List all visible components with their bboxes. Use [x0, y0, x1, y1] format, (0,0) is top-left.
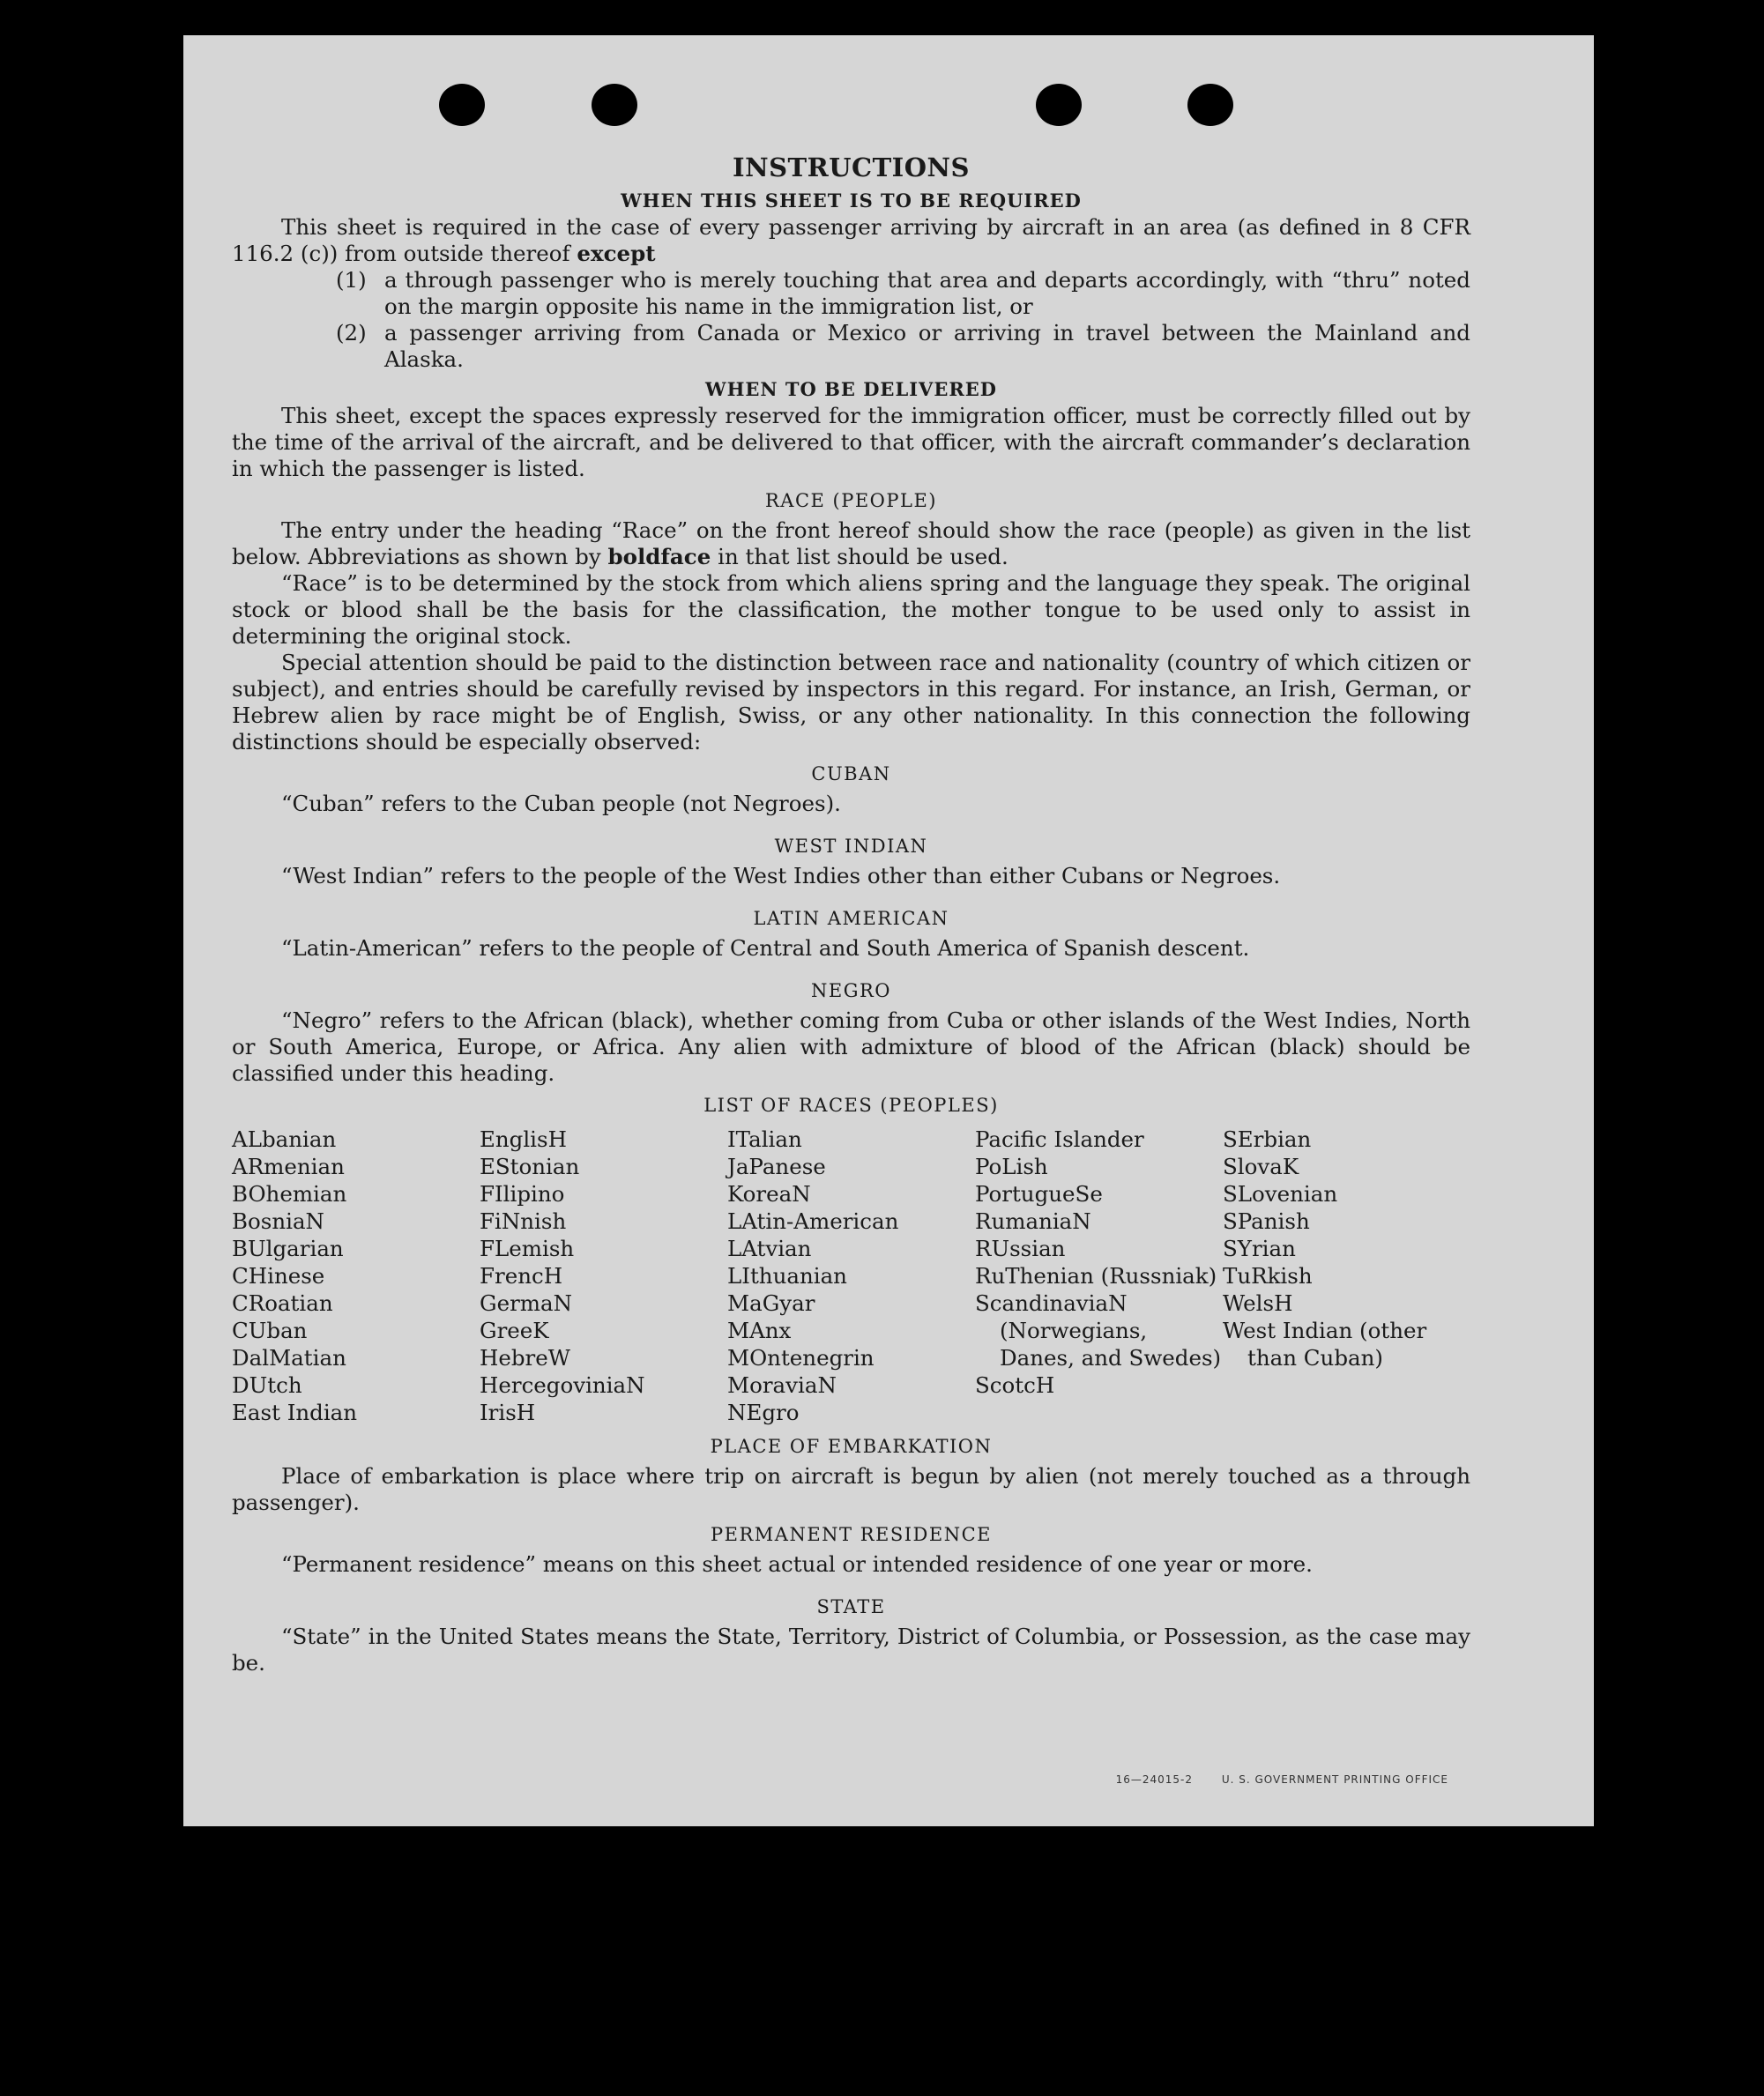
race-item: WelsH: [1223, 1290, 1293, 1316]
instructions-content: [232, 154, 1470, 1676]
race-item: MOntenegrin: [727, 1345, 875, 1371]
section-heading-state: STATE: [816, 1596, 886, 1617]
section-heading-residence: PERMANENT RESIDENCE: [711, 1524, 992, 1545]
race-item: GermaN: [480, 1290, 573, 1316]
race-item: ITalian: [727, 1126, 802, 1152]
section-heading-negro: NEGRO: [810, 980, 891, 1001]
section-heading-west-indian: WEST INDIAN: [774, 836, 928, 857]
race-item: East Indian: [232, 1400, 358, 1425]
race-item: HebreW: [480, 1345, 570, 1371]
race-item: SYrian: [1223, 1236, 1296, 1261]
race-item: ALbanian: [232, 1126, 337, 1152]
race-item: SErbian: [1223, 1126, 1312, 1152]
section-heading-latin-american: LATIN AMERICAN: [753, 908, 949, 929]
document-page: [183, 35, 1594, 1826]
race-item: West Indian (other than Cuban): [1223, 1318, 1427, 1371]
race-item: FLemish: [480, 1236, 575, 1261]
races-column: [975, 1126, 1223, 1426]
race-item: GreeK: [480, 1318, 549, 1343]
race-item: EStonian: [480, 1154, 580, 1179]
race-item: PoLish: [975, 1154, 1048, 1179]
race-item: CRoatian: [232, 1290, 333, 1316]
race-item: FrencH: [480, 1263, 563, 1289]
required-intro: This sheet is required in the case of every passenger arriving by aircraft in an area (as defined in 8 CFR 116.2 (c)) from outside thereof except: [232, 214, 1470, 266]
state-text: “State” in the United States means the State, Territory, District of Columbia, or Possession, as the case may be.: [232, 1624, 1470, 1676]
section-heading-delivered: WHEN TO BE DELIVERED: [704, 378, 997, 400]
race-item: BosniaN: [232, 1208, 324, 1234]
race-item: MAnx: [727, 1318, 792, 1343]
race-item: KoreaN: [727, 1181, 811, 1207]
delivered-text: This sheet, except the spaces expressly reserved for the immigration officer, must be correctly filled out by the time of the arrival of the aircraft, and be delivered to that officer, with the aircraft commander’s declaration in which the passenger is listed.: [232, 403, 1470, 481]
west-indian-text: “West Indian” refers to the people of the West Indies other than either Cubans or Negroes.: [281, 863, 1281, 888]
section-heading-required: WHEN THIS SHEET IS TO BE REQUIRED: [621, 190, 1082, 212]
race-item: ScotcH: [975, 1372, 1055, 1398]
race-item: NEgro: [727, 1400, 800, 1425]
printer-name: U. S. GOVERNMENT PRINTING OFFICE: [1221, 1773, 1448, 1786]
cuban-text: “Cuban” refers to the Cuban people (not Negroes).: [281, 791, 841, 816]
race-item: JaPanese: [727, 1154, 826, 1179]
race-paragraph-1: The entry under the heading “Race” on the front hereof should show the race (people) as given in the list below. Abbreviations as shown by boldface in that list should be used.: [232, 517, 1470, 569]
race-item: RumaniaN: [975, 1208, 1091, 1234]
race-item: LAtin-American: [727, 1208, 899, 1234]
section-heading-races-list: LIST OF RACES (PEOPLES): [703, 1095, 999, 1116]
latin-american-text: “Latin-American” refers to the people of Central and South America of Spanish descent.: [281, 935, 1250, 961]
races-column: [232, 1126, 480, 1426]
race-item: CHinese: [232, 1263, 325, 1289]
page-title: INSTRUCTIONS: [733, 152, 970, 182]
race-item: EnglisH: [480, 1126, 567, 1152]
race-paragraph-3: Special attention should be paid to the distinction between race and nationality (country of which citizen or subject), and entries should be carefully revised by inspectors in this regard. For instance, an Irish, German, or Hebrew alien by race might be of English, Swiss, or any other nationality. In this connection the following distinctions should be especially observed:: [232, 650, 1470, 754]
list-item: (2) a passenger arriving from Canada or Mexico or arriving in travel between the Mainland and Alaska.: [336, 320, 1470, 372]
race-item: FiNnish: [480, 1208, 567, 1234]
form-number: 16—24015-2: [1115, 1773, 1194, 1786]
race-item: SPanish: [1223, 1208, 1310, 1234]
races-list: [232, 1126, 1470, 1426]
race-item: RuThenian (Russniak): [975, 1263, 1217, 1289]
race-item: PortugueSe: [975, 1181, 1103, 1207]
race-paragraph-2: “Race” is to be determined by the stock from which aliens spring and the language they speak. The original stock or blood shall be the basis for the classification, the mother tongue to be used only to assist in determining the original stock.: [232, 570, 1470, 649]
race-item: SLovenian: [1223, 1181, 1338, 1207]
embarkation-text: Place of embarkation is place where trip on aircraft is begun by alien (not merely touched as a through passenger).: [232, 1463, 1470, 1515]
race-item: BUlgarian: [232, 1236, 344, 1261]
section-heading-embarkation: PLACE OF EMBARKATION: [710, 1436, 993, 1457]
section-heading-cuban: CUBAN: [811, 763, 891, 784]
punch-hole: [1187, 84, 1233, 126]
race-item: LAtvian: [727, 1236, 812, 1261]
race-item: ScandinaviaN (Norwegians, Danes, and Swedes): [975, 1290, 1222, 1371]
residence-text: “Permanent residence” means on this sheet actual or intended residence of one year or more.: [281, 1551, 1313, 1577]
race-item: CUban: [232, 1318, 308, 1343]
race-item: MoraviaN: [727, 1372, 837, 1398]
races-column: [1223, 1126, 1470, 1426]
races-column: [480, 1126, 727, 1426]
punch-hole: [439, 84, 485, 126]
race-item: SlovaK: [1223, 1154, 1299, 1179]
race-item: TuRkish: [1223, 1263, 1313, 1289]
race-item: FIlipino: [480, 1181, 565, 1207]
race-item: HercegoviniaN: [480, 1372, 645, 1398]
list-item: (1) a through passenger who is merely touching that area and departs accordingly, with “thru” noted on the margin opposite his name in the immigration list, or: [336, 267, 1470, 319]
race-item: DalMatian: [232, 1345, 346, 1371]
punch-hole: [1036, 84, 1082, 126]
race-item: LIthuanian: [727, 1263, 847, 1289]
negro-text: “Negro” refers to the African (black), whether coming from Cuba or other islands of the West Indies, North or South America, Europe, or Africa. Any alien with admixture of blood of the African (black) should be classified under this heading.: [232, 1007, 1470, 1086]
race-item: RUssian: [975, 1236, 1066, 1261]
race-item: MaGyar: [727, 1290, 815, 1316]
race-item: Pacific Islander: [975, 1126, 1144, 1152]
section-heading-race: RACE (PEOPLE): [764, 490, 938, 511]
printer-imprint: [1091, 1773, 1448, 1786]
race-item: ARmenian: [232, 1154, 345, 1179]
race-item: DUtch: [232, 1372, 302, 1398]
races-column: [727, 1126, 975, 1426]
race-item: BOhemian: [232, 1181, 347, 1207]
race-item: IrisH: [480, 1400, 536, 1425]
punch-hole: [592, 84, 637, 126]
